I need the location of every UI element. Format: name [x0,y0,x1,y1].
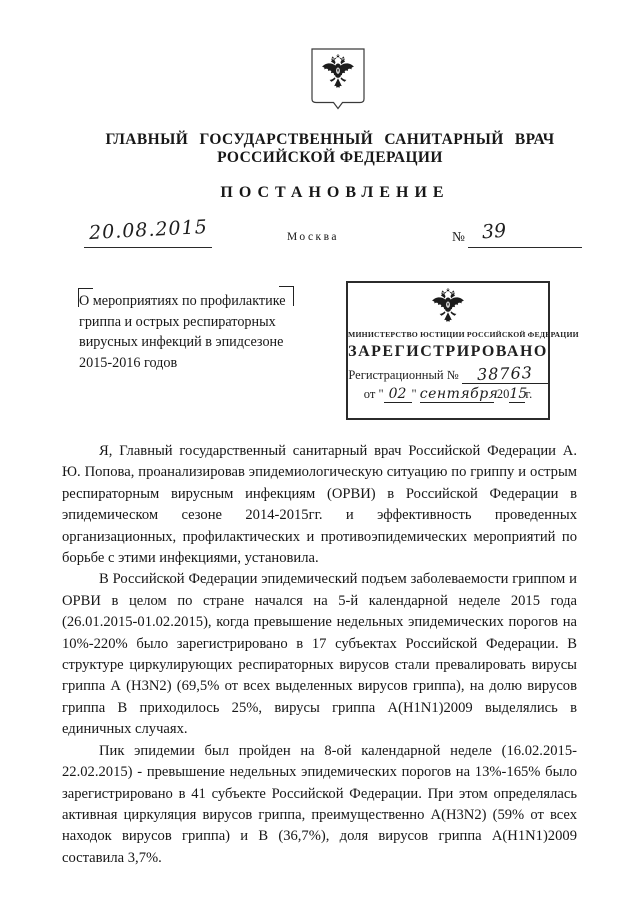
number-sign-label: № [452,229,465,244]
russian-coat-of-arms-icon [310,47,366,111]
number-field [468,221,582,248]
city-label: Москва [286,231,340,243]
org-title-line1: ГЛАВНЫЙ ГОСУДАРСТВЕННЫЙ САНИТАРНЫЙ ВРАЧ [105,131,555,148]
stamp-reg-number-label: Регистрационный № [348,368,459,382]
doc-type-title: ПОСТАНОВЛЕНИЕ [220,184,450,201]
subject-line: О мероприятиях по профилактике [79,293,286,309]
stamp-date-month: сентября [419,386,499,402]
subject-line: гриппа и острых респираторных [79,313,276,330]
body-paragraph-2: В Российской Федерации эпидемический подъем заболеваемости гриппом и ОРВИ в целом по стране начался на 5-й календарной неделе 2015 года (26.01.2015-01.02.2015), когда превышение недельных эпидемических порогов на 10%-220% было зарегистрировано в 17 субъектах Российской Федерации. В структуре циркулирующих респираторных вирусов стали превалировать вирусы гриппа А (H3N2) (69,5% от всех выделенных вирусов гриппа), на долю вирусов гриппа В приходилось 25%, вирусы гриппа А(H1N1)2009 выделялись в единичных случаях. [62,571,577,738]
subject-block [79,291,294,373]
stamp-quote-open: " [378,387,384,401]
number-handwritten: 39 [481,219,507,244]
stamp-reg-number-value: 38763 [476,363,533,384]
stamp-date-suffix: г. [525,387,533,401]
subject-line: вирусных инфекций в эпидсезоне [79,334,284,350]
body-paragraph-1: Я, Главный государственный санитарный врач Российской Федерации А. Ю. Попова, проанализировав эпидемиологическую ситуацию по гриппу и острым респираторным вирусным инфекциям (ОРВИ) в Российской Федерации в эпидемическом сезоне 2014-2015гг. и эффективность проведенных организационных, профилактических и противоэпидемических мероприятий по борьбе с этими инфекциями, установила. [62,443,577,567]
stamp-coat-of-arms-icon [348,286,548,330]
justice-registration-stamp [346,281,579,420]
stamp-registered-label: ЗАРЕГИСТРИРОВАНО [348,343,548,360]
stamp-quote-close: " [411,387,417,401]
date-handwritten: 20.08.2015 [88,215,208,245]
stamp-date-prefix: от [363,387,376,401]
stamp-date-line [348,386,548,403]
stamp-ministry-label: МИНИСТЕРСТВО ЮСТИЦИИ РОССИЙСКОЙ ФЕДЕРАЦИИ [348,330,579,339]
document-body [62,441,577,869]
body-paragraph-3: Пик эпидемии был пройден на 8-ой календарной неделе (16.02.2015-22.02.2015) - превышение недельных эпидемических порогов на 13%-165% было зарегистрировано в 41 субъекте Российской Федерации. При этом определялась активная циркуляция вирусов гриппа, преимущественно А(H3N2) (59% от всех находок вирусов гриппа) и В (36,7%), доля вирусов гриппа А(H1N1)2009 составила 3,7%. [62,742,577,866]
stamp-reg-number-line [348,364,548,384]
org-title [25,131,635,166]
org-title-line2: РОССИЙСКОЙ ФЕДЕРАЦИИ [217,148,443,166]
stamp-date-year-print: 20 [496,387,510,401]
date-field [84,215,212,248]
coat-of-arms-plaque [310,47,366,111]
stamp-date-day: 02 [384,386,412,403]
stamp-date-year-hand: 15 [509,386,528,402]
subject-line: 2015-2016 годов [79,354,178,371]
